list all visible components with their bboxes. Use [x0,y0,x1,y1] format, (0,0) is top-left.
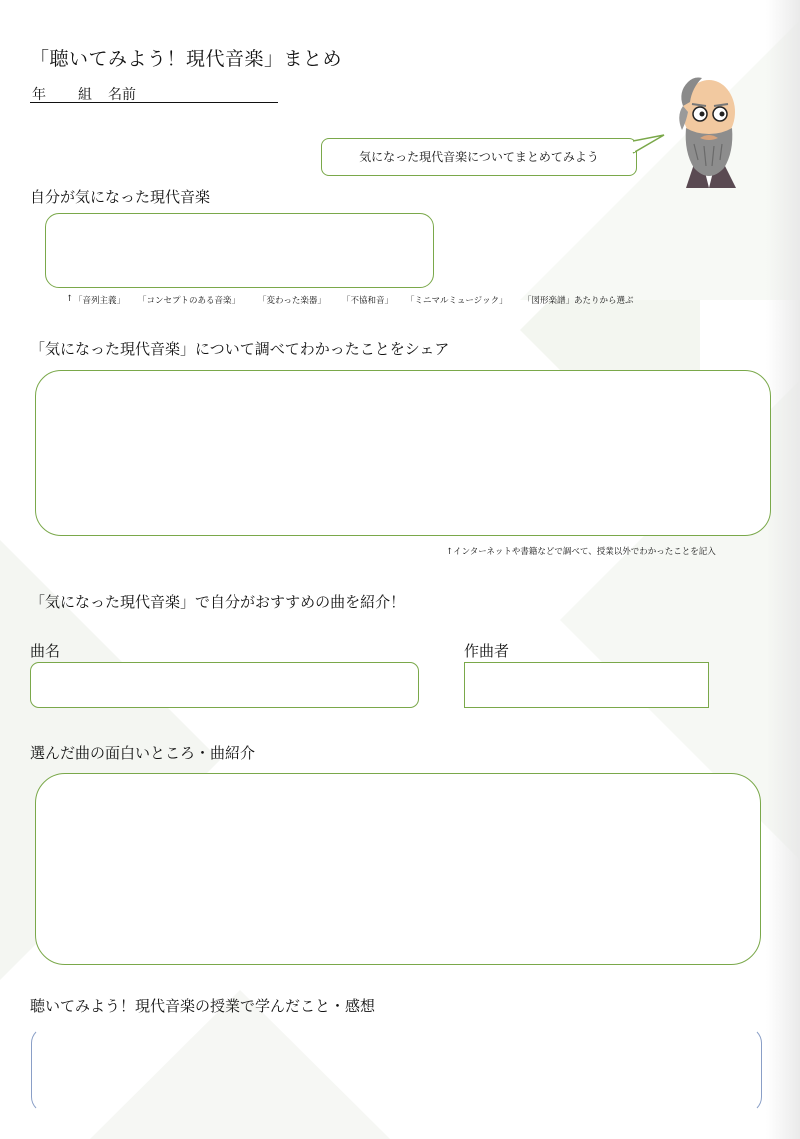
contemporary-music-input-box[interactable] [45,213,434,288]
page-edge-shadow [766,0,800,1139]
note-arrow: ↑ [66,294,74,304]
class-label: 組 [78,87,92,103]
speech-bubble: 気になった現代音楽についてまとめてみよう [321,138,637,176]
song-title-input[interactable] [30,662,419,708]
section2-label: 「気になった現代音楽」について調べてわかったことをシェア [30,340,450,358]
reflection-input-box[interactable] [31,1027,762,1113]
genre-unusual-instruments: 「変わった楽器」 [258,296,326,306]
speech-tail-icon [632,133,666,157]
section3-label: 「気になった現代音楽」で自分がおすすめの曲を紹介！ [30,593,406,611]
song-highlights-input-box[interactable] [35,773,761,965]
genre-dissonance: 「不協和音」 [342,296,394,306]
section4-label: 選んだ曲の面白いところ・曲紹介 [30,744,256,762]
research-note: ↑インターネットや書籍などで調べて、授業以外でわかったことを記入 [446,547,716,557]
research-findings-input-box[interactable] [35,370,771,536]
page-title: 「聴いてみよう！現代音楽」まとめ [30,48,343,70]
genre-concept-music: 「コンセプトのある音楽」 [138,296,241,306]
genre-minimal-music: 「ミニマルミュージック」 [406,296,508,306]
composer-label: 作曲者 [464,642,510,660]
name-label: 名前 [108,87,136,103]
composer-input[interactable] [464,662,709,708]
section5-label: 聴いてみよう！現代音楽の授業で学んだこと・感想 [30,997,376,1015]
year-label: 年 [32,87,46,103]
genre-serialism: 「音列主義」 [74,296,126,306]
name-line[interactable] [30,84,278,103]
section1-label: 自分が気になった現代音楽 [30,188,211,206]
song-title-label: 曲名 [30,642,61,660]
composer-illustration [664,72,754,190]
genre-graphic-score: 「図形楽譜」あたりから選ぶ [523,296,634,306]
